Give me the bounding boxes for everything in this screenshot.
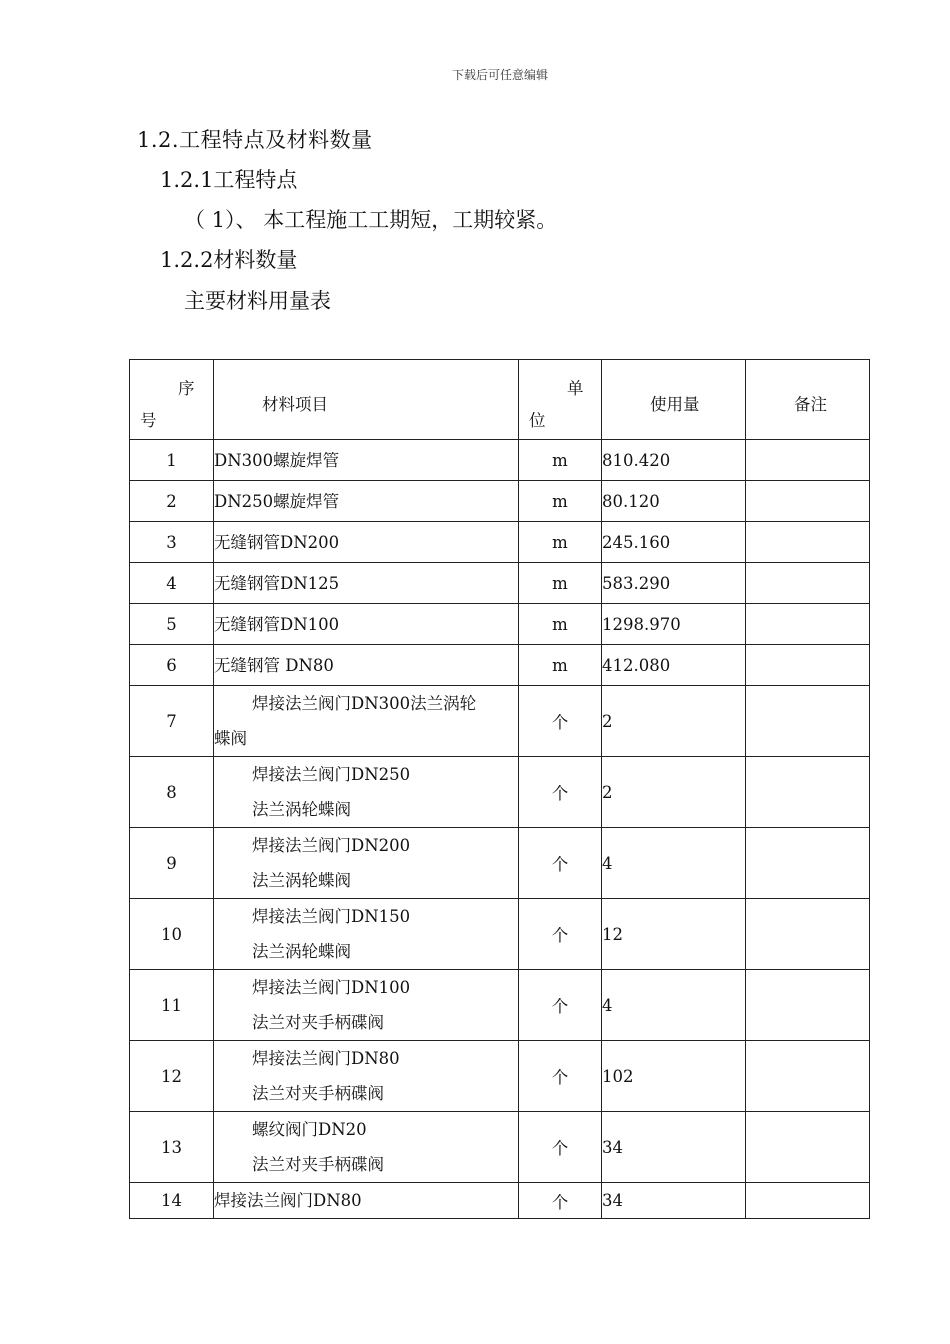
cell-name-line-2: 法兰涡轮蝶阀: [252, 800, 351, 819]
cell-unit: 个: [519, 1041, 602, 1112]
table-row: [130, 563, 870, 604]
cell-qty: 34: [602, 1112, 746, 1183]
cell-unit: m: [519, 604, 602, 645]
header-unit: 单 位: [519, 360, 602, 440]
cell-name-line-1: 螺纹阀门DN20: [252, 1120, 367, 1139]
cell-unit: m: [519, 522, 602, 563]
paragraph-schedule: （ 1）、 本工程施工工期短，工期较紧。: [184, 208, 558, 232]
header-note: 备注: [746, 360, 870, 440]
table-row: [130, 970, 870, 1041]
cell-note: [746, 970, 870, 1041]
cell-note: [746, 899, 870, 970]
table-row: [130, 899, 870, 970]
cell-qty: 4: [602, 970, 746, 1041]
cell-qty: 1298.970: [602, 604, 746, 645]
cell-note: [746, 1183, 870, 1219]
cell-seq: 13: [130, 1112, 214, 1183]
header-seq: 序 号: [130, 360, 214, 440]
cell-name: [214, 686, 519, 757]
cell-note: [746, 645, 870, 686]
cell-seq: 10: [130, 899, 214, 970]
cell-qty: 102: [602, 1041, 746, 1112]
header-name: 材料项目: [214, 360, 519, 440]
cell-note: [746, 828, 870, 899]
cell-name: DN300螺旋焊管: [214, 440, 519, 481]
cell-qty: 245.160: [602, 522, 746, 563]
cell-name-line-2: 法兰涡轮蝶阀: [252, 942, 351, 961]
cell-unit: 个: [519, 1183, 602, 1219]
cell-unit: 个: [519, 828, 602, 899]
header-qty: 使用量: [602, 360, 746, 440]
cell-seq: 8: [130, 757, 214, 828]
cell-note: [746, 1112, 870, 1183]
cell-qty: 80.120: [602, 481, 746, 522]
cell-name-line-2: 法兰对夹手柄碟阀: [252, 1013, 384, 1032]
cell-seq: 4: [130, 563, 214, 604]
table-row: [130, 1112, 870, 1183]
cell-note: [746, 604, 870, 645]
table-row: [130, 757, 870, 828]
cell-name-line-1: 焊接法兰阀门DN200: [252, 836, 411, 855]
materials-table: [129, 359, 870, 1219]
cell-note: [746, 522, 870, 563]
cell-name-line-2: 法兰对夹手柄碟阀: [252, 1084, 384, 1103]
cell-name: [214, 899, 519, 970]
cell-unit: 个: [519, 1112, 602, 1183]
cell-unit: 个: [519, 686, 602, 757]
cell-qty: 34: [602, 1183, 746, 1219]
cell-seq: 2: [130, 481, 214, 522]
cell-qty: 412.080: [602, 645, 746, 686]
section-title: 1.2.工程特点及材料数量: [137, 128, 373, 152]
page-header: 下载后可任意编辑: [451, 68, 548, 82]
cell-note: [746, 440, 870, 481]
cell-seq: 3: [130, 522, 214, 563]
cell-qty: 810.420: [602, 440, 746, 481]
cell-name: 无缝钢管DN200: [214, 522, 519, 563]
cell-name: [214, 1041, 519, 1112]
cell-seq: 1: [130, 440, 214, 481]
cell-note: [746, 563, 870, 604]
table-row: [130, 440, 870, 481]
cell-name-line-2: 法兰涡轮蝶阀: [252, 871, 351, 890]
cell-seq: 12: [130, 1041, 214, 1112]
cell-unit: m: [519, 563, 602, 604]
cell-note: [746, 757, 870, 828]
table-header-row: [130, 360, 870, 440]
table-row: [130, 1041, 870, 1112]
cell-name-line-2: 蝶阀: [214, 729, 247, 748]
table-row: [130, 481, 870, 522]
cell-name: [214, 1112, 519, 1183]
cell-unit: m: [519, 440, 602, 481]
cell-seq: 6: [130, 645, 214, 686]
cell-name: [214, 757, 519, 828]
cell-name: 焊接法兰阀门DN80: [214, 1183, 519, 1219]
cell-unit: m: [519, 481, 602, 522]
cell-qty: 2: [602, 686, 746, 757]
cell-unit: 个: [519, 757, 602, 828]
subsection-title-materials: 1.2.2材料数量: [160, 248, 298, 272]
cell-seq: 11: [130, 970, 214, 1041]
cell-note: [746, 481, 870, 522]
cell-seq: 14: [130, 1183, 214, 1219]
cell-unit: 个: [519, 970, 602, 1041]
cell-name: [214, 828, 519, 899]
table-row: [130, 1183, 870, 1219]
table-row: [130, 828, 870, 899]
cell-unit: m: [519, 645, 602, 686]
subsection-title-features: 1.2.1工程特点: [160, 168, 298, 192]
cell-name: 无缝钢管DN125: [214, 563, 519, 604]
cell-unit: 个: [519, 899, 602, 970]
cell-name-line-1: 焊接法兰阀门DN100: [252, 978, 411, 997]
cell-name: [214, 970, 519, 1041]
cell-name-line-1: 焊接法兰阀门DN150: [252, 907, 411, 926]
cell-name-line-1: 焊接法兰阀门DN80: [252, 1049, 400, 1068]
table-row: [130, 686, 870, 757]
cell-note: [746, 686, 870, 757]
table-row: [130, 604, 870, 645]
cell-name: 无缝钢管DN100: [214, 604, 519, 645]
cell-seq: 7: [130, 686, 214, 757]
cell-note: [746, 1041, 870, 1112]
cell-name: DN250螺旋焊管: [214, 481, 519, 522]
cell-qty: 4: [602, 828, 746, 899]
table-title: 主要材料用量表: [184, 289, 331, 313]
cell-name-line-1: 焊接法兰阀门DN300法兰涡轮: [252, 694, 477, 713]
table-row: [130, 645, 870, 686]
table-row: [130, 522, 870, 563]
cell-qty: 12: [602, 899, 746, 970]
cell-name-line-2: 法兰对夹手柄碟阀: [252, 1155, 384, 1174]
cell-qty: 2: [602, 757, 746, 828]
cell-seq: 5: [130, 604, 214, 645]
cell-qty: 583.290: [602, 563, 746, 604]
cell-name-line-1: 焊接法兰阀门DN250: [252, 765, 411, 784]
cell-seq: 9: [130, 828, 214, 899]
cell-name: 无缝钢管 DN80: [214, 645, 519, 686]
